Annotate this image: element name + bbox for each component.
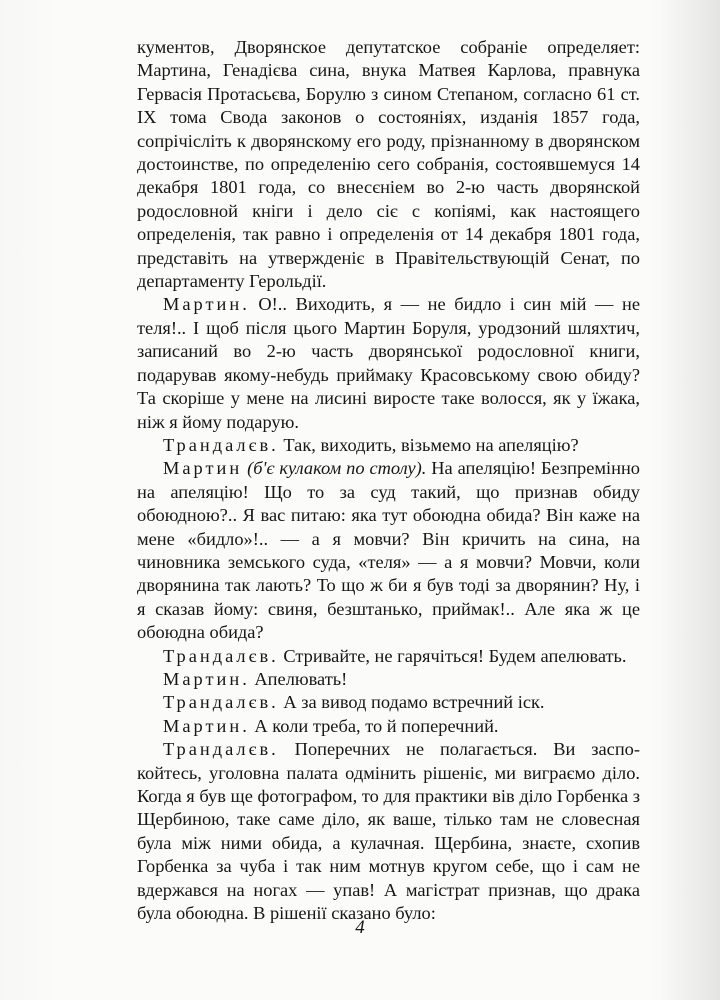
line-text: Апелювать! <box>254 668 348 689</box>
speaker-name: Мартин. <box>163 715 250 736</box>
speaker-name: Трандалєв. <box>163 692 279 713</box>
line-text: О!.. Виходить, я — не бидло і син мій — не теля!.. І щоб після цього Мартин Боруля, уродзоний шляхтич, записаний во 2-ю часть дворянської родословної книги, подарував якому-небудь приймаку Красовському свою обиду? Та скоріше у мене на лисині виросте таке волосся, як у їжака, ніж я йому подарую. <box>137 294 640 432</box>
dialogue-line <box>137 668 640 691</box>
dialogue-line <box>137 691 640 714</box>
line-text: На апеляцію! Безпремінно на апеляцію! Що то за суд такий, що признав обиду обоюдною?.. Я вас питаю: яка тут обоюдна обида? Він каже на мене «бидло»!.. — а я мовчи? Він кричить на сина, на чиновника земського суда, «теля» — а я мовчи? Мовчи, коли дворянина так лають? То що ж би я був тоді за дворянин? Ну, і я сказав йому: свиня, безштанько, приймак!.. Але яка ж це обоюдна обида? <box>137 458 640 643</box>
speaker-name: Трандалєв. <box>163 739 279 760</box>
line-text: А коли треба, то й поперечний. <box>254 715 499 736</box>
speaker-name: Мартин <box>163 458 243 479</box>
line-text: Поперечних не полагається. Ви заспокойтесь, уголовна палата одмінить рішеніє, ми виграємо діло. Когда я був ще фотографом, то для практики вів діло Горбенка з Щербиною, таке саме діло, як ваше, тілько там не словесная була між ними обида, а кулачная. Щербина, знаєте, схопив Горбенка за чуба і так ним мотнув кругом себе, що і сам не вдержався на ногах — упав! А магістрат признав, що драка була обоюдна. В рішенії сказано було: <box>137 739 640 924</box>
dialogue-line <box>137 457 640 644</box>
page-number: 4 <box>355 917 365 938</box>
line-text: А за вивод подамо встречний іск. <box>283 692 545 713</box>
stage-direction: (б'є кулаком по столу). <box>247 458 427 479</box>
speaker-name: Трандалєв. <box>163 645 279 666</box>
page-edge-shadow <box>660 0 720 1000</box>
opening-paragraph: кументов, Дворянское депутатское собраніе определяет: Мартина, Генадієва сина, внука Матвея Карлова, правнука Гервасія Протасьєва, Борулю з сином Степаном, согласно 61 ст. IX тома Свода законов о состояніях, изданія 1857 года, сопрічісліть к дворянскому его роду, прізнанному в дворянском достоинстве, по определенію сего собранія, состоявшемуся 14 декабря 1801 года, со внесєніем во 2-ю часть дворянской родословной кніги і дело сіє с копіямі, как настоящего определенія, так равно і определенія от 14 декабря 1801 года, представіть на утвержденіє в Правітельствующій Сенат, по департаменту Герольдії. <box>137 37 640 292</box>
dialogue-line <box>137 645 640 668</box>
speaker-name: Мартин. <box>163 294 250 315</box>
dialogue-line <box>137 738 640 925</box>
dialogue-line <box>137 715 640 738</box>
speaker-name: Трандалєв. <box>163 434 279 455</box>
page-text-block <box>137 36 640 925</box>
dialogue-line <box>137 293 640 433</box>
line-text: Стривайте, не гарячіться! Будем апелювать. <box>283 645 627 666</box>
dialogue-line <box>137 434 640 457</box>
line-text: Так, виходить, візьмемо на апеляцію? <box>283 434 579 455</box>
speaker-name: Мартин. <box>163 668 250 689</box>
